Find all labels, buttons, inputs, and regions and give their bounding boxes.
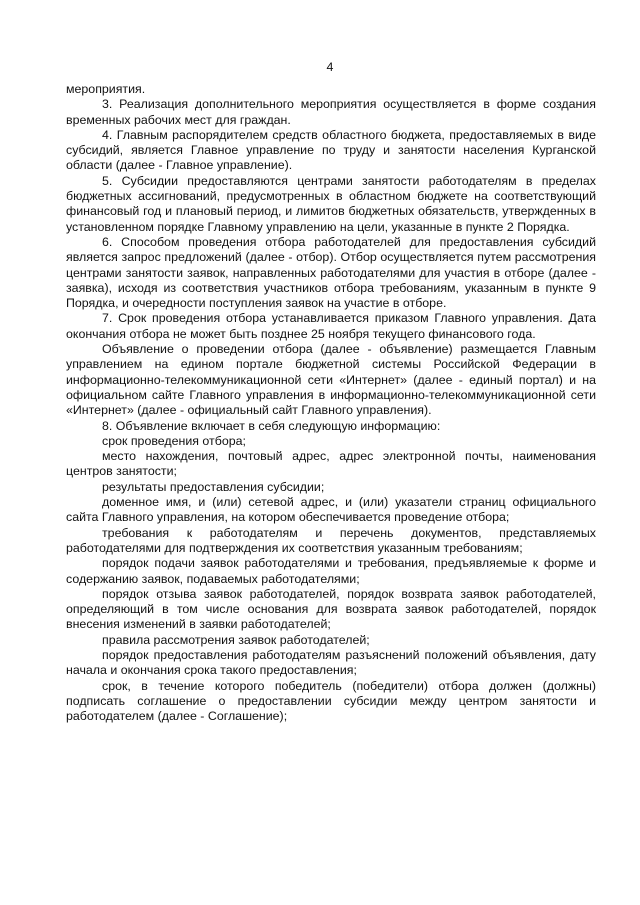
list-item: порядок подачи заявок работодателями и требования, предъявляемые к форме и содержанию заявок, подаваемых работодателями; [66, 556, 596, 586]
paragraph-continuation: мероприятия. [66, 82, 146, 96]
list-item: правила рассмотрения заявок работодателей; [102, 632, 370, 647]
list-item: доменное имя, и (или) сетевой адрес, и (или) указатели страниц официального сайта Главного управления, на котором обеспечивается проведение отбора; [66, 495, 596, 525]
paragraph-item-8: 8. Объявление включает в себя следующую информацию: [102, 418, 441, 433]
list-item: результаты предоставления субсидии; [102, 479, 325, 494]
list-item: порядок предоставления работодателям разъяснений положений объявления, дату начала и окончания срока такого предоставления; [66, 647, 596, 678]
list-item: место нахождения, почтовый адрес, адрес электронной почты, наименования центров занятости; [66, 449, 596, 479]
document-body [66, 82, 596, 724]
list-item: порядок отзыва заявок работодателей, порядок возврата заявок работодателей, определяющий в том числе основания для возврата заявок работодателей, порядок внесения изменений в заявки работодателей; [66, 586, 596, 632]
list-item: срок проведения отбора; [102, 433, 246, 448]
paragraph-item-5: 5. Субсидии предоставляются центрами занятости работодателям в пределах бюджетных ассигнований, предусмотренных в областном бюджете на соответствующий финансовый год и плановый период, и лимитов бюджетных обязательств, утвержденных в установленном порядке Главному управлению на цели, указанные в пункте 2 Порядка. [66, 173, 596, 234]
paragraph-item-7: 7. Срок проведения отбора устанавливается приказом Главного управления. Дата окончания отбора не может быть позднее 25 ноября текущего финансового года. [66, 311, 596, 341]
paragraph-item-4: 4. Главным распорядителем средств областного бюджета, предоставляемых в виде субсидий, является Главное управление по труду и занятости населения Курганской области (далее - Главное управление). [66, 127, 596, 173]
paragraph-item-6: 6. Способом проведения отбора работодателей для предоставления субсидий является запрос предложений (далее - отбор). Отбор осуществляется путем рассмотрения центрами занятости заявок, направленных работодателями для участия в отборе (далее - заявка), исходя из соответствия участников отбора требованиям, указанным в пункте 9 Порядка, и очередности поступления заявок на участие в отборе. [66, 234, 596, 311]
paragraph-announcement: Объявление о проведении отбора (далее - объявление) размещается Главным управлением на едином портале бюджетной системы Российской Федерации в информационно-телекоммуникационной сети «Интернет» (далее - единый портал) и на официальном сайте Главного управления в информационно-телекоммуникационной сети «Интернет» (далее - официальный сайт Главного управления). [66, 342, 596, 418]
list-item: требования к работодателям и перечень документов, представляемых работодателями для подтверждения их соответствия указанным требованиям; [66, 525, 596, 555]
paragraph-item-3: 3. Реализация дополнительного мероприятия осуществляется в форме создания временных рабочих мест для граждан. [66, 97, 596, 127]
page-number: 4 [326, 60, 334, 74]
list-item: срок, в течение которого победитель (победители) отбора должен (должны) подписать соглашение о предоставлении субсидии между центром занятости и работодателем (далее - Соглашение); [66, 678, 596, 724]
